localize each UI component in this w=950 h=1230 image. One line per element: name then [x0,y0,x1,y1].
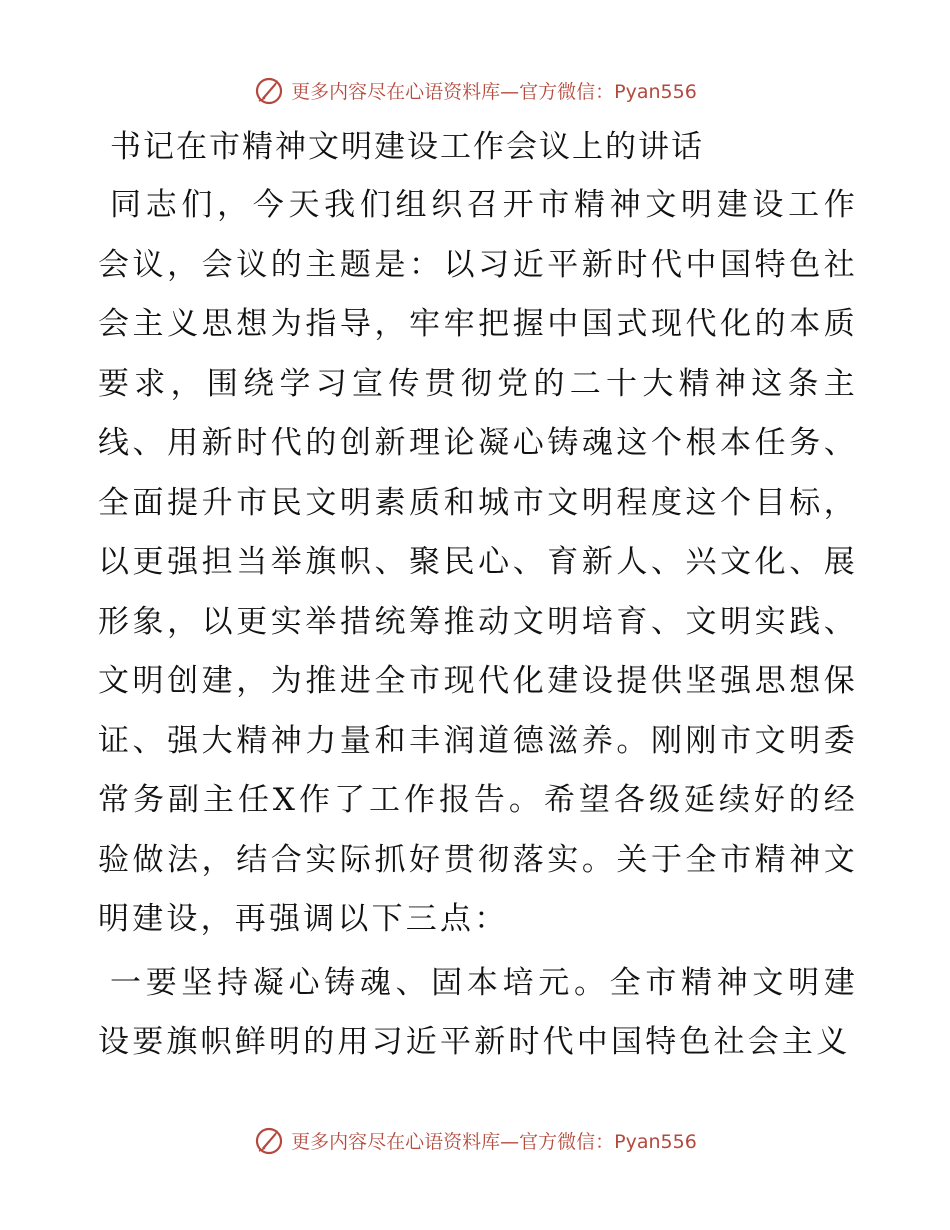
header-watermark [0,70,950,110]
quill-pen-logo-icon [253,1124,285,1156]
document-body [98,122,858,1073]
paragraph-2: 一要坚持凝心铸魂、固本培元。全市精神文明建设要旗帜鲜明的用习近平新时代中国特色社会主义 [98,964,858,1060]
footer-watermark-text: 更多内容尽在心语资料库—官方微信：Pyan556 [291,1130,697,1153]
document-title: 书记在市精神文明建设工作会议上的讲话 [110,129,704,165]
paragraph-1: 同志们，今天我们组织召开市精神文明建设工作会议，会议的主题是：以习近平新时代中国特色社会主义思想为指导，牢牢把握中国式现代化的本质要求，围绕学习宣传贯彻党的二十大精神这条主线、用新时代的创新理论凝心铸魂这个根本任务、全面提升市民文明素质和城市文明程度这个目标，以更强担当举旗帜、聚民心、育新人、兴文化、展形象，以更实举措统筹推动文明培育、文明实践、文明创建，为推进全市现代化建设提供坚强思想保证、强大精神力量和丰润道德滋养。刚刚市文明委常务副主任X作了工作报告。希望各级延续好的经验做法，结合实际抓好贯彻落实。关于全市精神文明建设，再强调以下三点： [98,187,858,937]
quill-pen-logo-icon [253,74,285,106]
header-watermark-text: 更多内容尽在心语资料库—官方微信：Pyan556 [291,80,697,103]
footer-watermark [0,1120,950,1160]
